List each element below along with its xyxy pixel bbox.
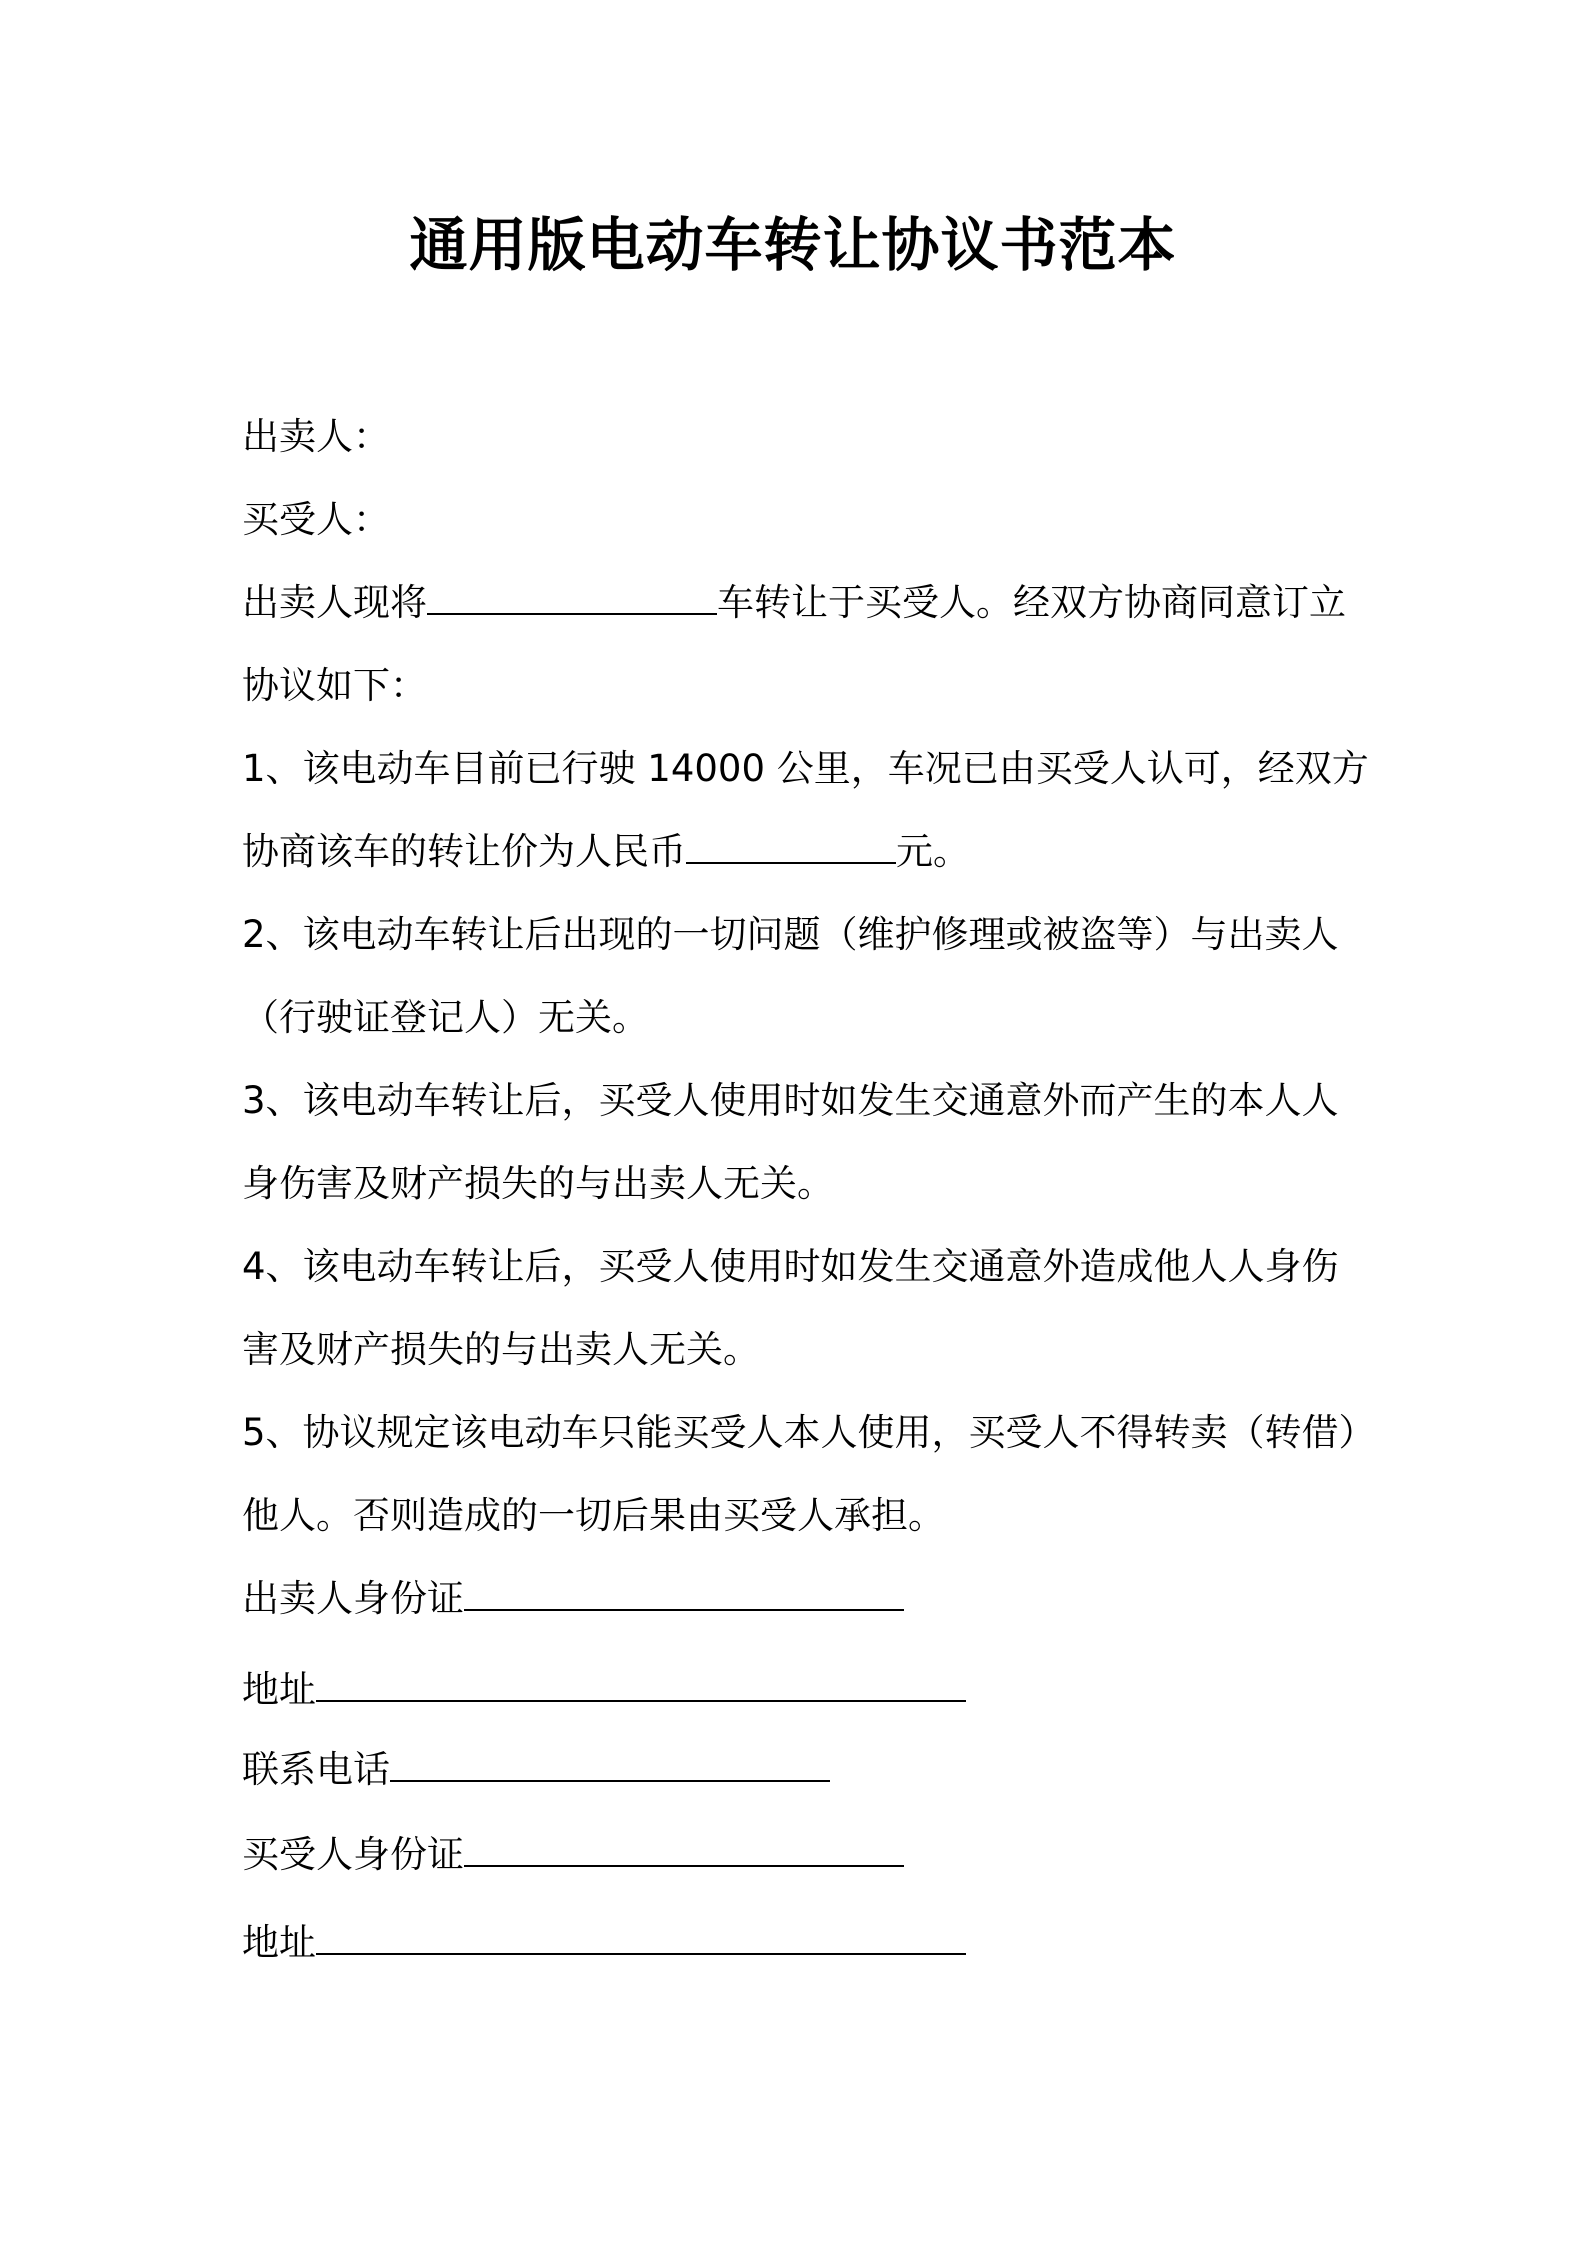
seller-id-field <box>242 1574 904 1624</box>
intro-text-b: 车转让于买受人。经双方协商同意订立 <box>717 581 1346 624</box>
seller-id-blank <box>464 1575 904 1611</box>
clause-5-line-1: 5、协议规定该电动车只能买受人本人使用，买受人不得转卖（转借） <box>242 1411 1376 1454</box>
intro-text-a: 出卖人现将 <box>242 581 427 624</box>
buyer-label: 买受人： <box>242 498 390 541</box>
clause-4-line-2: 害及财产损失的与出卖人无关。 <box>242 1328 760 1371</box>
seller-address-label: 地址 <box>242 1668 316 1711</box>
seller-id-label: 出卖人身份证 <box>242 1577 464 1620</box>
clause-2-line-1: 2、该电动车转让后出现的一切问题（维护修理或被盗等）与出卖人 <box>242 913 1339 956</box>
document-title: 通用版电动车转让协议书范本 <box>409 211 1177 279</box>
phone-label: 联系电话 <box>242 1748 390 1791</box>
clause-4-line-1: 4、该电动车转让后，买受人使用时如发生交通意外造成他人人身伤 <box>242 1245 1339 1288</box>
intro-line-1 <box>242 578 1346 628</box>
phone-blank <box>390 1746 830 1782</box>
phone-field <box>242 1745 830 1795</box>
intro-line-2: 协议如下： <box>242 664 427 707</box>
vehicle-blank <box>427 579 717 615</box>
seller-label: 出卖人： <box>242 415 390 458</box>
clause-1-line-1: 1、该电动车目前已行驶 14000 公里，车况已由买受人认可，经双方 <box>242 747 1369 790</box>
seller-address-field <box>242 1665 966 1715</box>
clause-3-line-2: 身伤害及财产损失的与出卖人无关。 <box>242 1162 834 1205</box>
clause-2-line-2: （行驶证登记人）无关。 <box>242 996 649 1039</box>
price-label: 协商该车的转让价为人民币 <box>242 830 686 873</box>
buyer-id-label: 买受人身份证 <box>242 1833 464 1876</box>
clause-3-line-1: 3、该电动车转让后，买受人使用时如发生交通意外而产生的本人人 <box>242 1079 1339 1122</box>
buyer-address-field <box>242 1918 966 1968</box>
buyer-address-blank <box>316 1919 966 1955</box>
price-unit: 元。 <box>896 830 970 873</box>
seller-address-blank <box>316 1666 966 1702</box>
buyer-id-field <box>242 1830 904 1880</box>
buyer-address-label: 地址 <box>242 1921 316 1964</box>
clause-1-line-2 <box>242 827 970 877</box>
clause-5-line-2: 他人。否则造成的一切后果由买受人承担。 <box>242 1494 945 1537</box>
buyer-id-blank <box>464 1831 904 1867</box>
price-blank <box>686 828 896 864</box>
